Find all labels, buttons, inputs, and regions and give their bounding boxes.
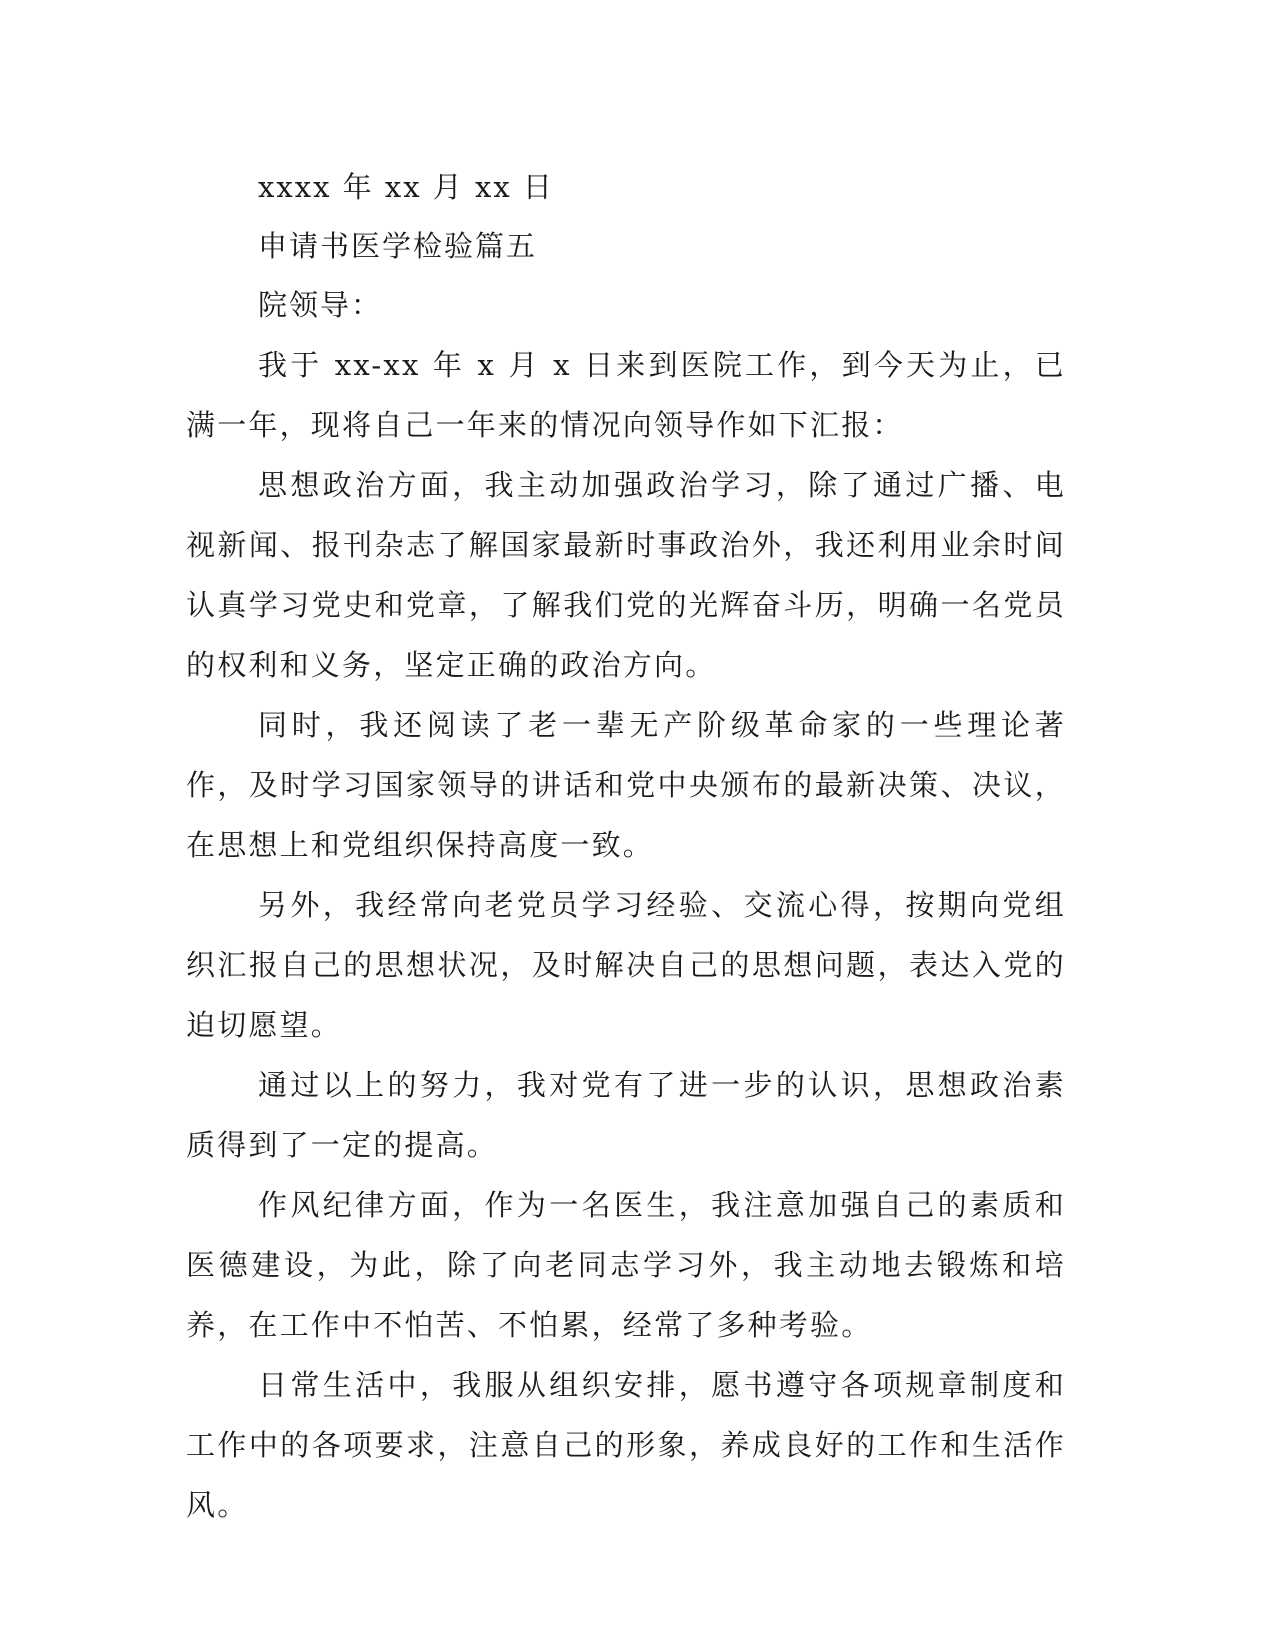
- paragraph-political: 思想政治方面，我主动加强政治学习，除了通过广播、电视新闻、报刊杂志了解国家最新时事政治外，我还利用业余时间认真学习党史和党章，了解我们党的光辉奋斗历，明确一名党员的权利和义务，坚定正确的政治方向。: [186, 468, 1066, 682]
- paragraph-intro: 我于 xx-xx 年 x 月 x 日来到医院工作，到今天为止，已满一年，现将自己一年来的情况向领导作如下汇报：: [186, 348, 1066, 442]
- paragraph-discipline: 作风纪律方面，作为一名医生，我注意加强自己的素质和医德建设，为此，除了向老同志学习外，我主动地去锻炼和培养，在工作中不怕苦、不怕累，经常了多种考验。: [186, 1188, 1066, 1342]
- paragraph-reading: 同时，我还阅读了老一辈无产阶级革命家的一些理论著作，及时学习国家领导的讲话和党中央颁布的最新决策、决议，在思想上和党组织保持高度一致。: [186, 708, 1066, 862]
- salutation: 院领导：: [258, 288, 383, 322]
- document-body: [186, 158, 1066, 1535]
- paragraph-progress: 通过以上的努力，我对党有了进一步的认识，思想政治素质得到了一定的提高。: [186, 1068, 1066, 1162]
- paragraph-daily-life: 日常生活中，我服从组织安排，愿书遵守各项规章制度和工作中的各项要求，注意自己的形象，养成良好的工作和生活作风。: [186, 1368, 1066, 1522]
- document-heading: 申请书医学检验篇五: [258, 229, 538, 263]
- paragraph-exchange: 另外，我经常向老党员学习经验、交流心得，按期向党组织汇报自己的思想状况，及时解决自己的思想问题，表达入党的迫切愿望。: [186, 888, 1066, 1042]
- date-line: xxxx 年 xx 月 xx 日: [258, 170, 554, 204]
